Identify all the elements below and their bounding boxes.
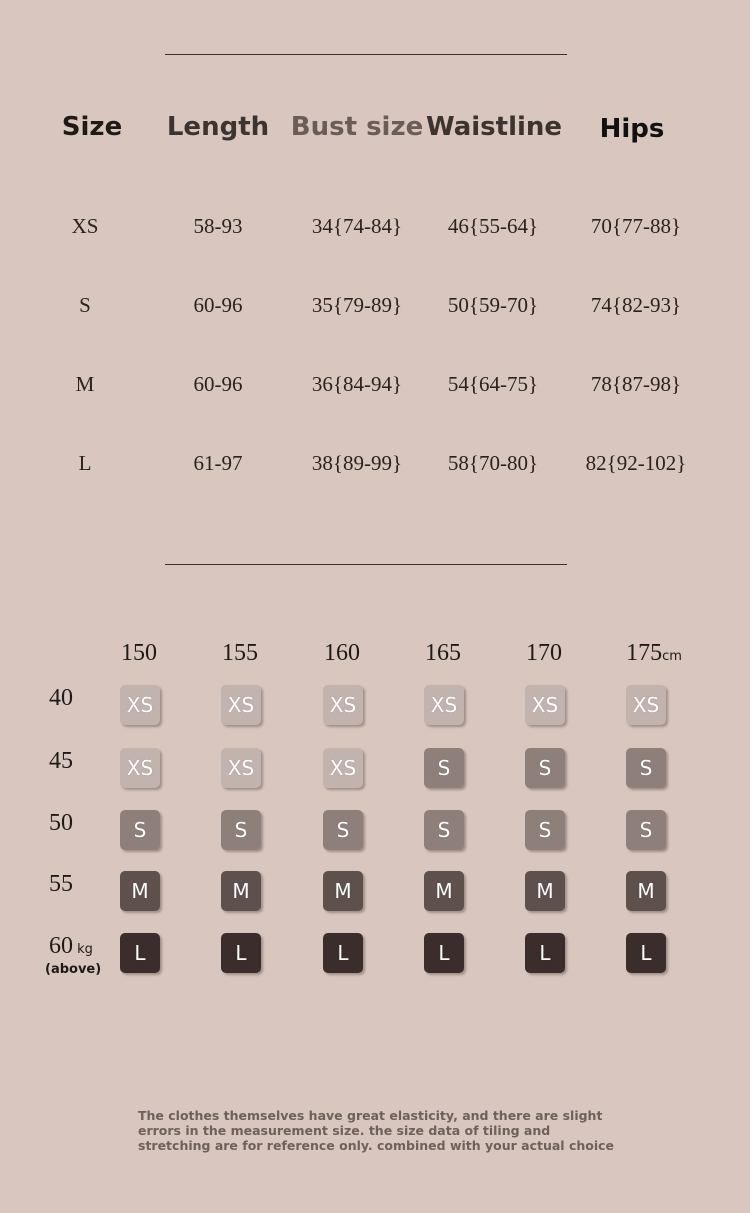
size-table-cell: 54{64-75} [447, 372, 539, 396]
size-badge-s: S [221, 810, 261, 850]
size-badge-xs: XS [626, 685, 666, 725]
weight-value: 45 [49, 748, 73, 774]
weight-label [49, 810, 73, 837]
header-bust-size: Bust size [290, 112, 424, 142]
size-badge-m: M [424, 871, 464, 911]
weight-value: 40 [49, 685, 73, 711]
size-badge-s: S [120, 810, 160, 850]
size-badge-s: S [525, 810, 565, 850]
size-table-cell: 78{87-98} [590, 372, 682, 396]
size-table-cell: 35{79-89} [311, 293, 403, 317]
weight-unit: kg [77, 942, 93, 957]
height-value: 160 [324, 640, 360, 666]
size-badge-l: L [323, 933, 363, 973]
size-badge-s: S [424, 748, 464, 788]
weight-label [49, 748, 73, 775]
size-table-cell: 34{74-84} [311, 214, 403, 238]
size-table-cell: 70{77-88} [590, 214, 682, 238]
size-badge-xs: XS [323, 748, 363, 788]
size-table-cell: 38{89-99} [311, 451, 403, 475]
weight-label [49, 685, 73, 712]
size-badge-l: L [221, 933, 261, 973]
size-table-cell: 46{55-64} [447, 214, 539, 238]
height-label [425, 640, 461, 667]
middle-divider [165, 564, 567, 565]
size-badge-xs: XS [120, 748, 160, 788]
header-waistline: Waistline [425, 112, 563, 142]
size-table-cell: 60-96 [193, 372, 243, 396]
size-badge-l: L [120, 933, 160, 973]
size-badge-m: M [221, 871, 261, 911]
weight-label [49, 871, 73, 898]
size-table-cell: S [79, 293, 91, 317]
height-label [526, 640, 562, 667]
size-badge-xs: XS [424, 685, 464, 725]
size-badge-s: S [424, 810, 464, 850]
size-badge-m: M [626, 871, 666, 911]
height-label [222, 640, 258, 667]
height-value: 150 [121, 640, 157, 666]
height-unit: cm [662, 649, 682, 664]
size-table-cell: 74{82-93} [590, 293, 682, 317]
size-badge-s: S [626, 748, 666, 788]
height-value: 175 [626, 640, 663, 666]
height-value: 155 [222, 640, 258, 666]
size-badge-m: M [323, 871, 363, 911]
size-badge-m: M [525, 871, 565, 911]
size-badge-m: M [120, 871, 160, 911]
header-length: Length [166, 112, 270, 142]
size-badge-l: L [626, 933, 666, 973]
size-table-cell: 60-96 [193, 293, 243, 317]
weight-value: 55 [49, 871, 73, 897]
weight-above-note: (above) [45, 962, 102, 977]
weight-label [49, 933, 93, 960]
size-badge-xs: XS [323, 685, 363, 725]
size-table-cell: M [75, 372, 95, 396]
size-badge-s: S [626, 810, 666, 850]
height-label [121, 640, 157, 667]
size-table-cell: L [78, 451, 92, 475]
size-badge-l: L [525, 933, 565, 973]
height-label [626, 640, 682, 667]
size-table-cell: 61-97 [193, 451, 243, 475]
top-divider [165, 54, 567, 55]
size-table-cell: 50{59-70} [447, 293, 539, 317]
header-size: Size [61, 112, 123, 142]
height-label [324, 640, 360, 667]
size-badge-s: S [323, 810, 363, 850]
weight-value: 50 [49, 810, 73, 836]
height-value: 170 [526, 640, 562, 666]
size-table-cell: 36{84-94} [311, 372, 403, 396]
size-badge-s: S [525, 748, 565, 788]
height-value: 165 [425, 640, 461, 666]
size-badge-xs: XS [525, 685, 565, 725]
size-table-cell: XS [71, 214, 99, 238]
size-table-cell: 82{92-102} [585, 451, 687, 475]
size-badge-xs: XS [221, 748, 261, 788]
header-hips: Hips [599, 114, 665, 144]
disclaimer-note: The clothes themselves have great elasticity, and there are slight errors in the measurement size. the size data of tiling and stretching are for reference only. combined with your actual choice [138, 1108, 615, 1153]
weight-value: 60 [49, 933, 73, 959]
size-badge-xs: XS [221, 685, 261, 725]
size-table-cell: 58{70-80} [447, 451, 539, 475]
size-table-cell: 58-93 [193, 214, 243, 238]
size-badge-l: L [424, 933, 464, 973]
size-badge-xs: XS [120, 685, 160, 725]
